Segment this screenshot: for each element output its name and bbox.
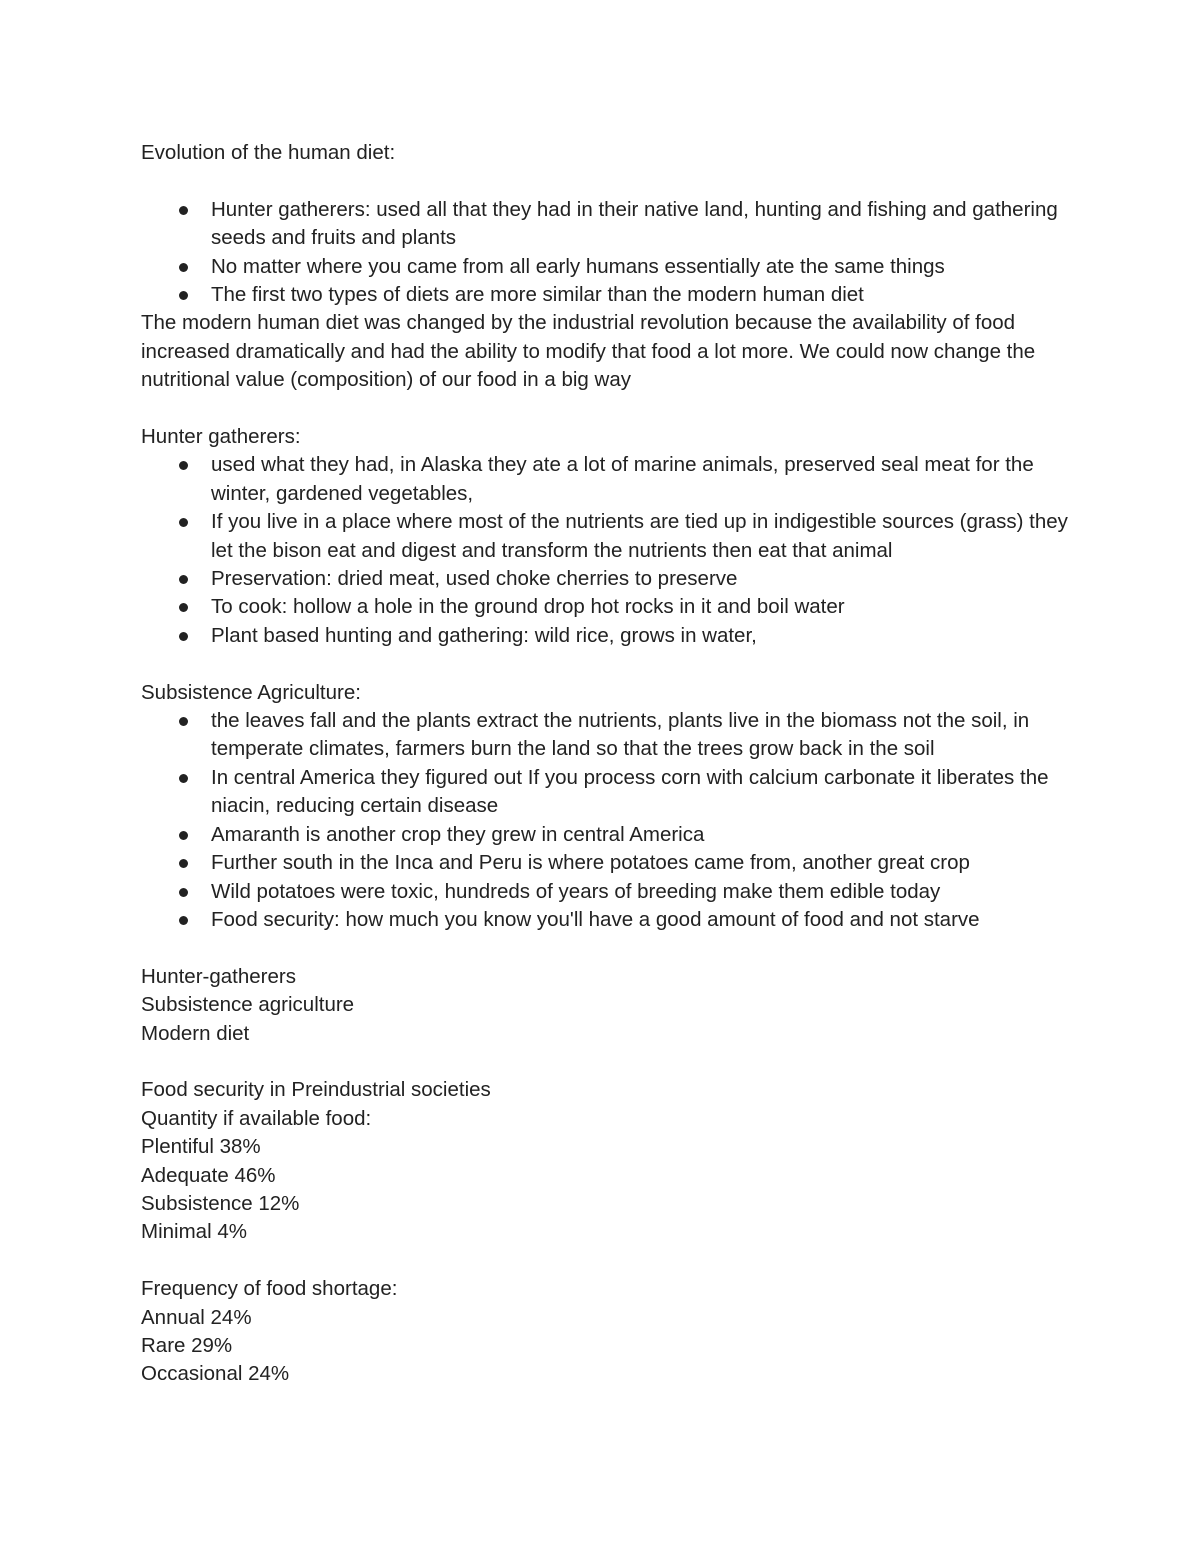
list-item [141, 253, 1071, 281]
list-item [141, 622, 1071, 650]
list-item-text: No matter where you came from all early humans essentially ate the same things [211, 254, 945, 278]
bullet-icon [179, 461, 188, 470]
text-line: Quantity if available food: [141, 1106, 372, 1130]
section-heading: Hunter gatherers: [141, 425, 301, 449]
list-item-text: Further south in the Inca and Peru is where potatoes came from, another great crop [211, 851, 970, 875]
list-item-text: the leaves fall and the plants extract the nutrients, plants live in the biomass not the soil, in temperate climates, farmers burn the land so that the trees grow back in the soil [211, 709, 1030, 761]
blank-line [141, 395, 1071, 423]
text-line: Rare 29% [141, 1333, 233, 1357]
bullet-list [141, 451, 1071, 650]
bullet-icon [179, 888, 188, 897]
paragraph: The modern human diet was changed by the industrial revolution because the availability of food increased dramatically and had the ability to modify that food a lot more. We could now change the nutritional value (composition) of our food in a big way [141, 311, 1036, 392]
bullet-icon [179, 206, 188, 215]
bullet-icon [179, 916, 188, 925]
bullet-icon [179, 831, 188, 840]
bullet-icon [179, 518, 188, 527]
bullet-icon [179, 263, 188, 272]
document-page [141, 139, 1071, 1389]
list-item [141, 764, 1071, 821]
list-item [141, 451, 1071, 508]
list-item-text: If you live in a place where most of the nutrients are tied up in indigestible sources (grass) they let the bison eat and digest and transform the nutrients then eat that animal [211, 510, 1068, 562]
text-line: Food security in Preindustrial societies [141, 1078, 491, 1102]
list-item-text: Preservation: dried meat, used choke cherries to preserve [211, 567, 738, 591]
list-item [141, 849, 1071, 877]
blank-line [141, 167, 1071, 195]
text-line: Occasional 24% [141, 1362, 290, 1386]
list-item [141, 707, 1071, 764]
list-item-text: Amaranth is another crop they grew in central America [211, 822, 705, 846]
bullet-icon [179, 632, 188, 641]
section-heading: Subsistence Agriculture: [141, 680, 361, 704]
list-item-text: used what they had, in Alaska they ate a lot of marine animals, preserved seal meat for the winter, gardened vegetables, [211, 453, 1034, 505]
bullet-icon [179, 717, 188, 726]
bullet-icon [179, 575, 188, 584]
blank-line [141, 650, 1071, 678]
list-item [141, 593, 1071, 621]
bullet-list [141, 196, 1071, 310]
list-item [141, 565, 1071, 593]
list-item-text: Plant based hunting and gathering: wild rice, grows in water, [211, 623, 757, 647]
bullet-icon [179, 291, 188, 300]
blank-line [141, 1048, 1071, 1076]
list-item [141, 281, 1071, 309]
text-line: Subsistence 12% [141, 1191, 300, 1215]
section-heading: Evolution of the human diet: [141, 141, 396, 164]
list-item [141, 906, 1071, 934]
bullet-list [141, 707, 1071, 934]
text-line: Frequency of food shortage: [141, 1277, 398, 1301]
list-item-text: Food security: how much you know you'll have a good amount of food and not starve [211, 907, 980, 931]
text-line: Subsistence agriculture [141, 993, 355, 1017]
text-line: Adequate 46% [141, 1163, 276, 1187]
list-item-text: The first two types of diets are more similar than the modern human diet [211, 283, 864, 307]
bullet-icon [179, 859, 188, 868]
text-line: Plentiful 38% [141, 1135, 261, 1159]
bullet-icon [179, 774, 188, 783]
bullet-icon [179, 603, 188, 612]
list-item-text: Hunter gatherers: used all that they had in their native land, hunting and fishing and gathering seeds and fruits and plants [211, 197, 1058, 250]
text-line: Hunter-gatherers [141, 964, 296, 988]
text-line: Annual 24% [141, 1305, 252, 1329]
list-item [141, 508, 1071, 565]
text-line: Modern diet [141, 1021, 250, 1045]
list-item-text: Wild potatoes were toxic, hundreds of years of breeding make them edible today [211, 879, 941, 903]
list-item-text: To cook: hollow a hole in the ground drop hot rocks in it and boil water [211, 595, 845, 619]
list-item [141, 821, 1071, 849]
blank-line [141, 1247, 1071, 1275]
blank-line [141, 934, 1071, 962]
list-item-text: In central America they figured out If you process corn with calcium carbonate it liberates the niacin, reducing certain disease [211, 765, 1049, 818]
list-item [141, 196, 1071, 253]
text-line: Minimal 4% [141, 1220, 247, 1244]
list-item [141, 878, 1071, 906]
